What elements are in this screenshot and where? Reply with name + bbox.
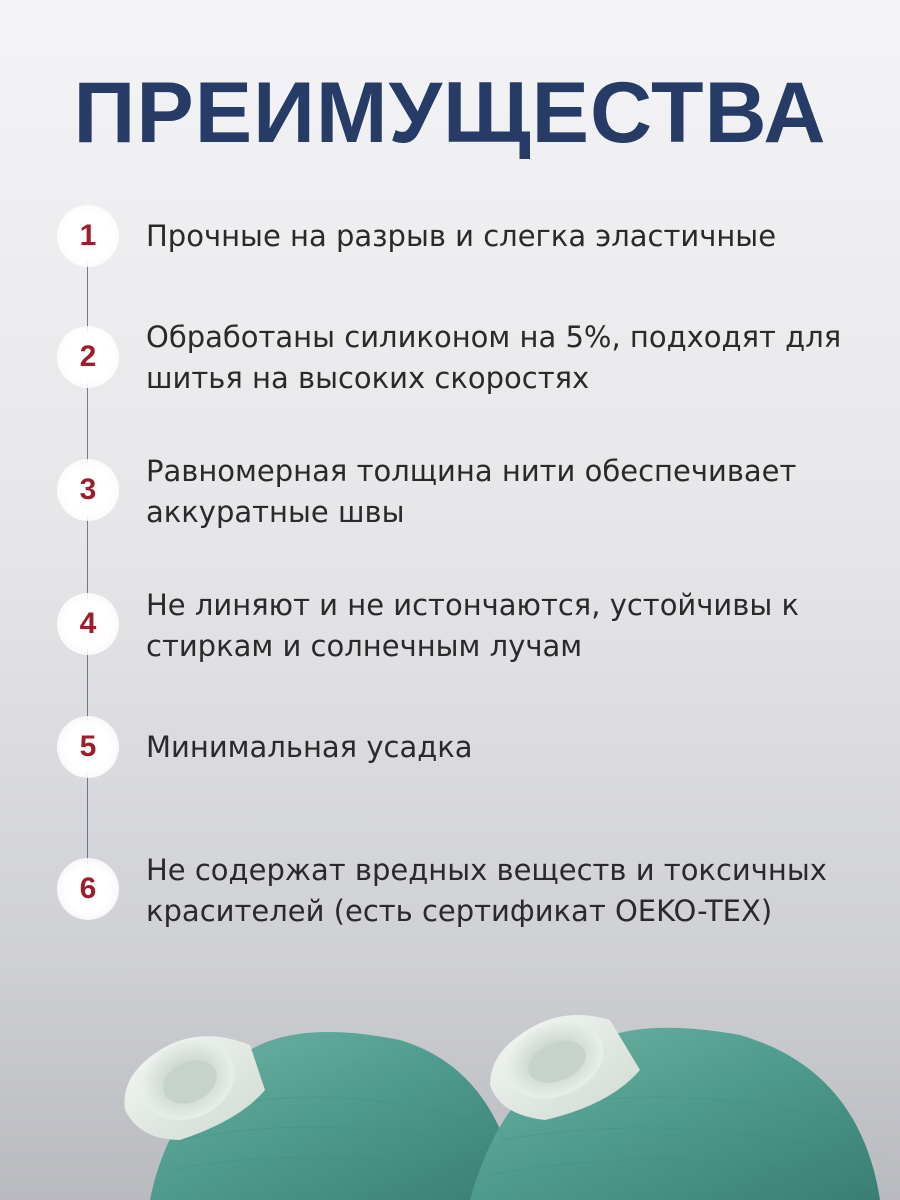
thread-spools-image: [0, 990, 900, 1200]
number-badge: 1: [57, 205, 119, 267]
thread-spool-left: [124, 1025, 520, 1200]
advantage-text: Не содержат вредных веществ и токсичных красителей (есть сертификат OEKO-TEX): [146, 853, 827, 928]
advantage-text: Прочные на разрыв и слегка эластичные: [146, 219, 777, 253]
advantage-text: Равномерная толщина нити обеспечивает аккуратные швы: [146, 454, 797, 529]
number-badge: 5: [57, 716, 119, 778]
number-badge: 3: [57, 459, 119, 521]
advantage-text: Обработаны силиконом на 5%, подходят для шитья на высоких скоростях: [146, 320, 842, 395]
page-title: ПРЕИМУЩЕСТВА: [73, 65, 827, 161]
advantage-text: Не линяют и не истончаются, устойчивы к стиркам и солнечным лучам: [146, 588, 799, 663]
thread-spool-right: [470, 1008, 880, 1200]
number-badge: 6: [57, 858, 119, 920]
advantage-text: Минимальная усадка: [146, 730, 473, 764]
number-badge: 2: [57, 326, 119, 388]
number-badge: 4: [57, 593, 119, 655]
